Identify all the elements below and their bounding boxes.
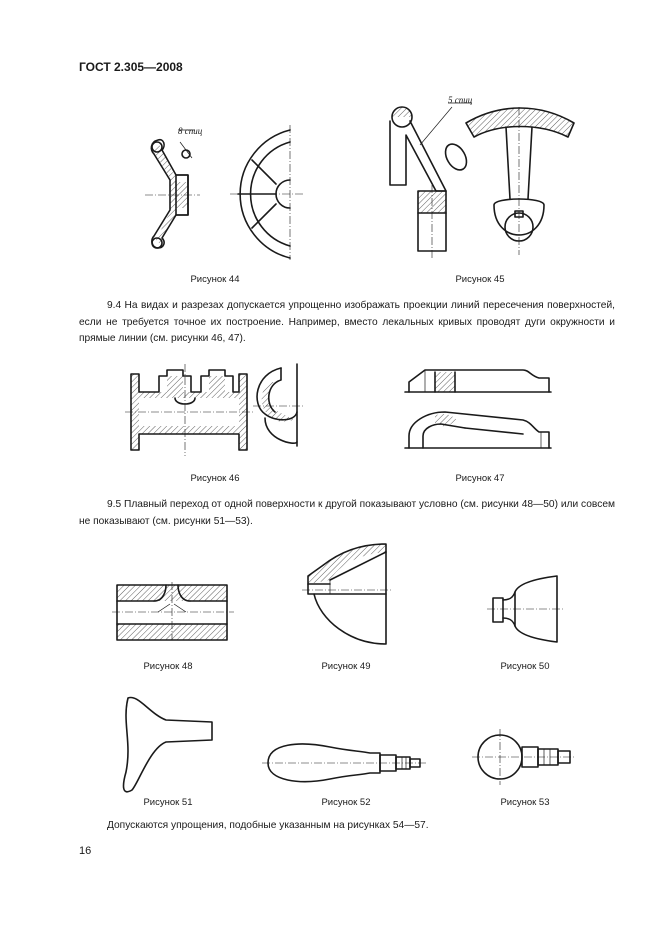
figure-52-caption: Рисунок 52 bbox=[321, 797, 371, 808]
figure-49-caption: Рисунок 49 bbox=[321, 661, 371, 672]
page-header: ГОСТ 2.305—2008 bbox=[79, 60, 183, 74]
paragraph-9-5 bbox=[79, 497, 615, 530]
paragraph-9-5-text: 9.5 Плавный переход от одной поверхности к другой показывают условно (см. рисунки 48—50) или совсем не показывают (см. рисунки 51—53). bbox=[79, 499, 615, 527]
figure-48-caption: Рисунок 48 bbox=[143, 661, 193, 672]
figure-49-drawing bbox=[300, 540, 395, 650]
spoke-count-label: 8 спиц bbox=[178, 126, 203, 136]
figure-53-caption: Рисунок 53 bbox=[500, 797, 550, 808]
spoke-count-label: 5 спиц bbox=[448, 95, 473, 105]
figure-47-caption: Рисунок 47 bbox=[455, 473, 505, 484]
figure-46-drawing bbox=[125, 360, 305, 465]
figure-53-drawing bbox=[470, 725, 580, 790]
figure-44-caption: Рисунок 44 bbox=[190, 274, 240, 285]
figure-45-caption: Рисунок 45 bbox=[455, 274, 505, 285]
paragraph-simplifications bbox=[79, 818, 615, 835]
figure-48-drawing bbox=[112, 580, 237, 645]
paragraph-simplifications-text: Допускаются упрощения, подобные указанным на рисунках 54—57. bbox=[107, 820, 429, 831]
figure-52-drawing bbox=[260, 735, 430, 785]
figure-51-drawing bbox=[118, 692, 218, 797]
figure-44-drawing bbox=[140, 120, 310, 260]
paragraph-9-4 bbox=[79, 298, 615, 348]
page-number: 16 bbox=[79, 845, 92, 857]
figure-50-caption: Рисунок 50 bbox=[500, 661, 550, 672]
figure-47-drawing bbox=[405, 362, 555, 457]
figure-46-caption: Рисунок 46 bbox=[190, 473, 240, 484]
figure-45-drawing bbox=[380, 95, 580, 265]
figure-50-drawing bbox=[485, 572, 565, 647]
figure-51-caption: Рисунок 51 bbox=[143, 797, 193, 808]
paragraph-9-4-text: 9.4 На видах и разрезах допускается упрощенно изображать проекции линий пересечения поверхностей, если не требуется точное их построение. Например, вместо лекальных кривых проводят дуги окружности и прямые линии (см. рисунки 46, 47). bbox=[79, 300, 615, 344]
